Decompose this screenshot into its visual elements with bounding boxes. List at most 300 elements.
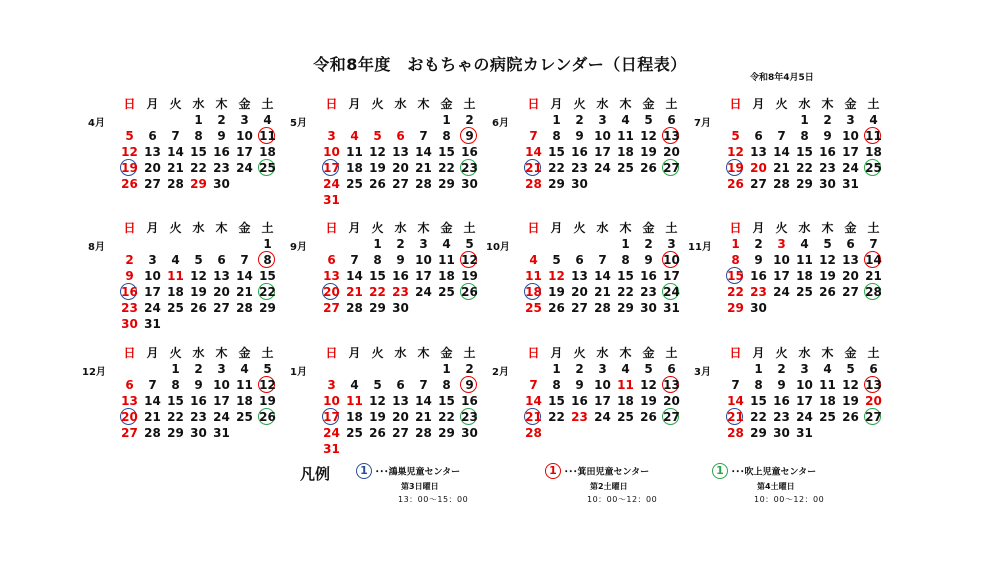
blank-cell — [366, 361, 389, 377]
day-cell: 27 — [323, 301, 340, 315]
day-cell: 22 — [796, 161, 813, 175]
day-cell: 23 — [213, 161, 230, 175]
day-cell: 25 — [236, 410, 253, 424]
weekday-header: 月 — [752, 346, 765, 360]
day-cell: 23 — [819, 161, 836, 175]
day-cell: 4 — [823, 362, 832, 376]
weekday-header: 金 — [440, 221, 453, 235]
blank-cell — [233, 236, 256, 252]
day-cell: 22 — [438, 410, 455, 424]
weekday-header: 木 — [821, 221, 834, 235]
legend-item-name: ･･･吹上児童センター — [731, 467, 817, 478]
legend-item-day: 第2土曜日 — [590, 482, 628, 491]
day-cell: 31 — [323, 193, 340, 207]
blank-cell — [522, 236, 545, 252]
day-cell: 27 — [865, 410, 882, 424]
day-cell: 27 — [571, 301, 588, 315]
blank-cell — [118, 112, 141, 128]
day-cell: 2 — [575, 362, 584, 376]
blank-cell — [141, 112, 164, 128]
weekday-header: 日 — [325, 221, 338, 235]
day-cell: 27 — [144, 177, 161, 191]
day-cell: 1 — [552, 362, 561, 376]
day-cell: 6 — [327, 253, 336, 267]
day-cell: 2 — [125, 253, 134, 267]
day-cell: 16 — [750, 269, 767, 283]
weekday-header: 日 — [325, 97, 338, 111]
month-label: 8月 — [88, 242, 105, 253]
day-cell: 31 — [796, 426, 813, 440]
weekday-header: 金 — [440, 346, 453, 360]
day-cell: 23 — [461, 161, 478, 175]
day-cell: 14 — [525, 145, 542, 159]
day-cell: 15 — [438, 394, 455, 408]
day-cell: 6 — [396, 378, 405, 392]
day-cell: 13 — [323, 269, 340, 283]
blank-cell — [141, 236, 164, 252]
day-cell: 26 — [121, 177, 138, 191]
legend-item-konosu — [356, 463, 469, 504]
day-cell: 16 — [640, 269, 657, 283]
day-cell: 22 — [369, 285, 386, 299]
day-cell: 7 — [598, 253, 607, 267]
day-cell: 30 — [121, 317, 138, 331]
day-cell: 4 — [171, 253, 180, 267]
weekday-header: 月 — [550, 221, 563, 235]
day-cell: 1 — [552, 113, 561, 127]
weekday-header: 木 — [619, 97, 632, 111]
day-cell: 19 — [548, 285, 565, 299]
day-cell: 20 — [663, 145, 680, 159]
day-cell: 18 — [438, 269, 455, 283]
day-cell: 11 — [346, 394, 363, 408]
weekday-header: 金 — [642, 346, 655, 360]
day-cell: 24 — [796, 410, 813, 424]
day-cell: 23 — [750, 285, 767, 299]
day-cell: 1 — [194, 113, 203, 127]
day-cell: 18 — [796, 269, 813, 283]
day-cell: 26 — [640, 161, 657, 175]
day-cell: 8 — [256, 252, 279, 268]
day-cell: 5 — [373, 129, 382, 143]
day-cell: 28 — [525, 177, 542, 191]
day-cell: 2 — [465, 113, 474, 127]
day-cell: 10 — [594, 378, 611, 392]
weekday-header: 日 — [527, 221, 540, 235]
day-cell: 30 — [392, 301, 409, 315]
day-cell: 10 — [415, 253, 432, 267]
day-cell: 16 — [392, 269, 409, 283]
weekday-header: 木 — [821, 346, 834, 360]
day-cell: 3 — [148, 253, 157, 267]
day-cell: 13 — [392, 145, 409, 159]
day-cell: 30 — [461, 177, 478, 191]
day-cell: 20 — [842, 269, 859, 283]
day-cell: 30 — [750, 301, 767, 315]
day-cell: 12 — [121, 145, 138, 159]
blank-cell — [164, 236, 187, 252]
day-cell: 17 — [323, 410, 340, 424]
day-cell: 25 — [346, 177, 363, 191]
day-cell: 28 — [773, 177, 790, 191]
day-cell: 22 — [438, 161, 455, 175]
month-grid — [522, 96, 683, 192]
day-cell: 26 — [842, 410, 859, 424]
day-cell: 5 — [263, 362, 272, 376]
weekday-header: 土 — [261, 346, 274, 360]
day-cell: 5 — [465, 237, 474, 251]
day-cell: 9 — [777, 378, 786, 392]
day-cell: 14 — [727, 394, 744, 408]
month-label: 11月 — [688, 242, 712, 253]
day-cell: 27 — [392, 426, 409, 440]
weekday-header: 日 — [527, 346, 540, 360]
day-cell: 20 — [121, 410, 138, 424]
month-grid — [320, 345, 481, 457]
day-cell: 11 — [259, 129, 276, 143]
day-cell: 31 — [213, 426, 230, 440]
day-cell: 20 — [392, 410, 409, 424]
day-cell: 20 — [144, 161, 161, 175]
day-cell: 22 — [750, 410, 767, 424]
day-cell: 29 — [369, 301, 386, 315]
day-cell: 28 — [415, 426, 432, 440]
day-cell: 18 — [617, 394, 634, 408]
day-cell: 14 — [865, 253, 882, 267]
page-title: 令和8年度 おもちゃの病院カレンダー（日程表） — [313, 55, 687, 74]
blank-cell — [187, 236, 210, 252]
day-cell: 27 — [663, 161, 680, 175]
day-cell: 18 — [819, 394, 836, 408]
weekday-header: 木 — [417, 346, 430, 360]
day-cell: 22 — [617, 285, 634, 299]
day-cell: 19 — [640, 394, 657, 408]
day-cell: 8 — [442, 129, 451, 143]
day-cell: 2 — [754, 237, 763, 251]
day-cell: 11 — [167, 269, 184, 283]
day-cell: 2 — [194, 362, 203, 376]
day-cell: 23 — [461, 410, 478, 424]
month-label: 4月 — [88, 118, 105, 129]
day-cell: 28 — [865, 285, 882, 299]
day-cell: 8 — [731, 253, 740, 267]
day-cell: 12 — [727, 145, 744, 159]
month-grid — [118, 345, 279, 441]
day-cell: 30 — [819, 177, 836, 191]
day-cell: 5 — [373, 378, 382, 392]
day-cell: 15 — [167, 394, 184, 408]
day-cell: 31 — [842, 177, 859, 191]
weekday-header: 土 — [867, 346, 880, 360]
day-cell: 9 — [644, 253, 653, 267]
day-cell: 9 — [575, 378, 584, 392]
day-cell: 7 — [869, 237, 878, 251]
weekday-header: 木 — [215, 346, 228, 360]
day-cell: 8 — [621, 253, 630, 267]
weekday-header: 月 — [752, 97, 765, 111]
weekday-header: 水 — [192, 221, 205, 235]
weekday-header: 日 — [729, 346, 742, 360]
day-cell: 7 — [529, 129, 538, 143]
day-cell: 12 — [819, 253, 836, 267]
day-cell: 17 — [236, 145, 253, 159]
weekday-header: 水 — [596, 221, 609, 235]
day-cell: 10 — [323, 145, 340, 159]
weekday-header: 月 — [146, 97, 159, 111]
month-label: 3月 — [694, 367, 711, 378]
legend-item-mida — [545, 463, 658, 504]
day-cell: 26 — [190, 301, 207, 315]
day-cell: 30 — [571, 177, 588, 191]
day-cell: 22 — [190, 161, 207, 175]
day-cell: 3 — [598, 113, 607, 127]
day-cell: 25 — [259, 161, 276, 175]
weekday-header: 火 — [573, 346, 586, 360]
day-cell: 4 — [263, 113, 272, 127]
day-cell: 21 — [865, 269, 882, 283]
day-cell: 10 — [773, 253, 790, 267]
day-cell: 26 — [259, 410, 276, 424]
day-cell: 3 — [800, 362, 809, 376]
day-cell: 7 — [171, 129, 180, 143]
day-cell: 31 — [323, 442, 340, 456]
blank-cell — [210, 236, 233, 252]
day-cell: 15 — [750, 394, 767, 408]
day-cell: 25 — [865, 161, 882, 175]
day-cell: 17 — [144, 285, 161, 299]
day-cell: 20 — [392, 161, 409, 175]
day-cell: 29 — [617, 301, 634, 315]
day-cell: 19 — [727, 161, 744, 175]
day-cell: 2 — [217, 113, 226, 127]
weekday-header: 土 — [665, 346, 678, 360]
weekday-header: 土 — [463, 221, 476, 235]
day-cell: 19 — [640, 145, 657, 159]
weekday-header: 火 — [169, 221, 182, 235]
day-cell: 24 — [213, 410, 230, 424]
day-cell: 4 — [350, 129, 359, 143]
day-cell: 4 — [621, 362, 630, 376]
day-cell: 29 — [190, 177, 207, 191]
day-cell: 10 — [663, 253, 680, 267]
day-cell: 16 — [190, 394, 207, 408]
day-cell: 28 — [727, 426, 744, 440]
day-cell: 20 — [571, 285, 588, 299]
day-cell: 10 — [213, 378, 230, 392]
day-cell: 8 — [373, 253, 382, 267]
day-cell: 6 — [754, 129, 763, 143]
day-cell: 24 — [323, 177, 340, 191]
day-cell: 24 — [236, 161, 253, 175]
day-cell: 2 — [823, 113, 832, 127]
day-cell: 30 — [461, 426, 478, 440]
issue-date: 令和8年4月5日 — [750, 73, 814, 83]
day-cell: 6 — [148, 129, 157, 143]
day-cell: 27 — [213, 301, 230, 315]
day-cell: 14 — [525, 394, 542, 408]
day-cell: 3 — [598, 362, 607, 376]
day-cell: 13 — [750, 145, 767, 159]
day-cell: 27 — [121, 426, 138, 440]
weekday-header: 水 — [394, 346, 407, 360]
day-cell: 10 — [594, 129, 611, 143]
day-cell: 18 — [236, 394, 253, 408]
day-cell: 29 — [750, 426, 767, 440]
blank-cell — [164, 112, 187, 128]
blank-cell — [343, 112, 366, 128]
weekday-header: 金 — [844, 221, 857, 235]
weekday-header: 日 — [325, 346, 338, 360]
day-cell: 3 — [327, 378, 336, 392]
day-cell: 2 — [777, 362, 786, 376]
weekday-header: 水 — [798, 346, 811, 360]
day-cell: 22 — [548, 410, 565, 424]
day-cell: 23 — [571, 410, 588, 424]
day-cell: 7 — [419, 129, 428, 143]
day-cell: 29 — [259, 301, 276, 315]
day-cell: 19 — [461, 269, 478, 283]
weekday-header: 月 — [348, 97, 361, 111]
day-cell: 24 — [415, 285, 432, 299]
weekday-header: 月 — [146, 221, 159, 235]
weekday-header: 火 — [371, 97, 384, 111]
day-cell: 28 — [346, 301, 363, 315]
day-cell: 14 — [415, 394, 432, 408]
blank-cell — [545, 236, 568, 252]
month-grid — [724, 220, 885, 316]
weekday-header: 火 — [371, 346, 384, 360]
day-cell: 21 — [415, 161, 432, 175]
blank-cell — [770, 112, 793, 128]
day-cell: 24 — [144, 301, 161, 315]
day-cell: 16 — [121, 285, 138, 299]
day-cell: 9 — [125, 269, 134, 283]
day-cell: 25 — [617, 161, 634, 175]
day-cell: 1 — [621, 237, 630, 251]
blank-cell — [412, 112, 435, 128]
weekday-header: 月 — [348, 221, 361, 235]
day-cell: 5 — [125, 129, 134, 143]
day-cell: 20 — [663, 394, 680, 408]
weekday-header: 金 — [844, 346, 857, 360]
month-grid — [320, 220, 481, 316]
day-cell: 3 — [240, 113, 249, 127]
day-cell: 28 — [594, 301, 611, 315]
weekday-header: 水 — [596, 97, 609, 111]
day-cell: 16 — [571, 394, 588, 408]
day-cell: 1 — [731, 237, 740, 251]
day-cell: 7 — [240, 253, 249, 267]
day-cell: 8 — [552, 129, 561, 143]
day-cell: 30 — [190, 426, 207, 440]
day-cell: 6 — [667, 362, 676, 376]
day-cell: 28 — [167, 177, 184, 191]
day-cell: 9 — [217, 129, 226, 143]
day-cell: 13 — [121, 394, 138, 408]
day-cell: 1 — [754, 362, 763, 376]
weekday-header: 水 — [192, 97, 205, 111]
day-cell: 25 — [346, 426, 363, 440]
day-cell: 2 — [396, 237, 405, 251]
blank-cell — [366, 112, 389, 128]
day-cell: 5 — [552, 253, 561, 267]
day-cell: 14 — [773, 145, 790, 159]
day-cell: 29 — [796, 177, 813, 191]
day-cell: 12 — [369, 394, 386, 408]
day-cell: 3 — [327, 129, 336, 143]
day-cell: 22 — [259, 285, 276, 299]
day-cell: 19 — [819, 269, 836, 283]
day-cell: 23 — [392, 285, 409, 299]
day-cell: 16 — [461, 145, 478, 159]
weekday-header: 土 — [463, 346, 476, 360]
day-cell: 16 — [213, 145, 230, 159]
day-cell: 4 — [350, 378, 359, 392]
day-cell: 1 — [800, 113, 809, 127]
weekday-header: 木 — [215, 97, 228, 111]
weekday-header: 日 — [729, 221, 742, 235]
day-cell: 30 — [773, 426, 790, 440]
day-cell: 26 — [819, 285, 836, 299]
day-cell: 13 — [213, 269, 230, 283]
day-cell: 6 — [869, 362, 878, 376]
day-cell: 21 — [236, 285, 253, 299]
day-cell: 15 — [796, 145, 813, 159]
day-cell: 11 — [346, 145, 363, 159]
day-cell: 26 — [727, 177, 744, 191]
day-cell: 4 — [800, 237, 809, 251]
day-cell: 24 — [594, 410, 611, 424]
day-cell: 29 — [438, 426, 455, 440]
day-cell: 13 — [392, 394, 409, 408]
day-cell: 17 — [842, 145, 859, 159]
day-cell: 2 — [465, 362, 474, 376]
day-cell: 27 — [663, 410, 680, 424]
day-cell: 19 — [842, 394, 859, 408]
day-cell: 8 — [800, 129, 809, 143]
weekday-header: 水 — [192, 346, 205, 360]
day-cell: 7 — [350, 253, 359, 267]
day-cell: 14 — [594, 269, 611, 283]
day-cell: 4 — [442, 237, 451, 251]
day-cell: 5 — [644, 362, 653, 376]
day-cell: 23 — [190, 410, 207, 424]
day-cell: 11 — [617, 378, 634, 392]
day-cell: 19 — [121, 161, 138, 175]
day-cell: 29 — [438, 177, 455, 191]
day-cell: 15 — [259, 269, 276, 283]
month-label: 2月 — [492, 367, 509, 378]
blank-cell — [320, 236, 343, 252]
day-cell: 12 — [548, 269, 565, 283]
day-cell: 11 — [525, 269, 542, 283]
day-cell: 10 — [796, 378, 813, 392]
weekday-header: 火 — [169, 346, 182, 360]
month-grid — [320, 96, 481, 208]
circle-number-icon: 1 — [545, 463, 561, 479]
legend-item-time: 10：00～12：00 — [587, 495, 658, 504]
day-cell: 9 — [458, 128, 481, 144]
blank-cell — [724, 361, 747, 377]
day-cell: 3 — [846, 113, 855, 127]
blank-cell — [320, 361, 343, 377]
day-cell: 13 — [663, 378, 680, 392]
day-cell: 18 — [865, 145, 882, 159]
day-cell: 17 — [773, 269, 790, 283]
day-cell: 28 — [236, 301, 253, 315]
weekday-header: 土 — [665, 221, 678, 235]
day-cell: 17 — [213, 394, 230, 408]
